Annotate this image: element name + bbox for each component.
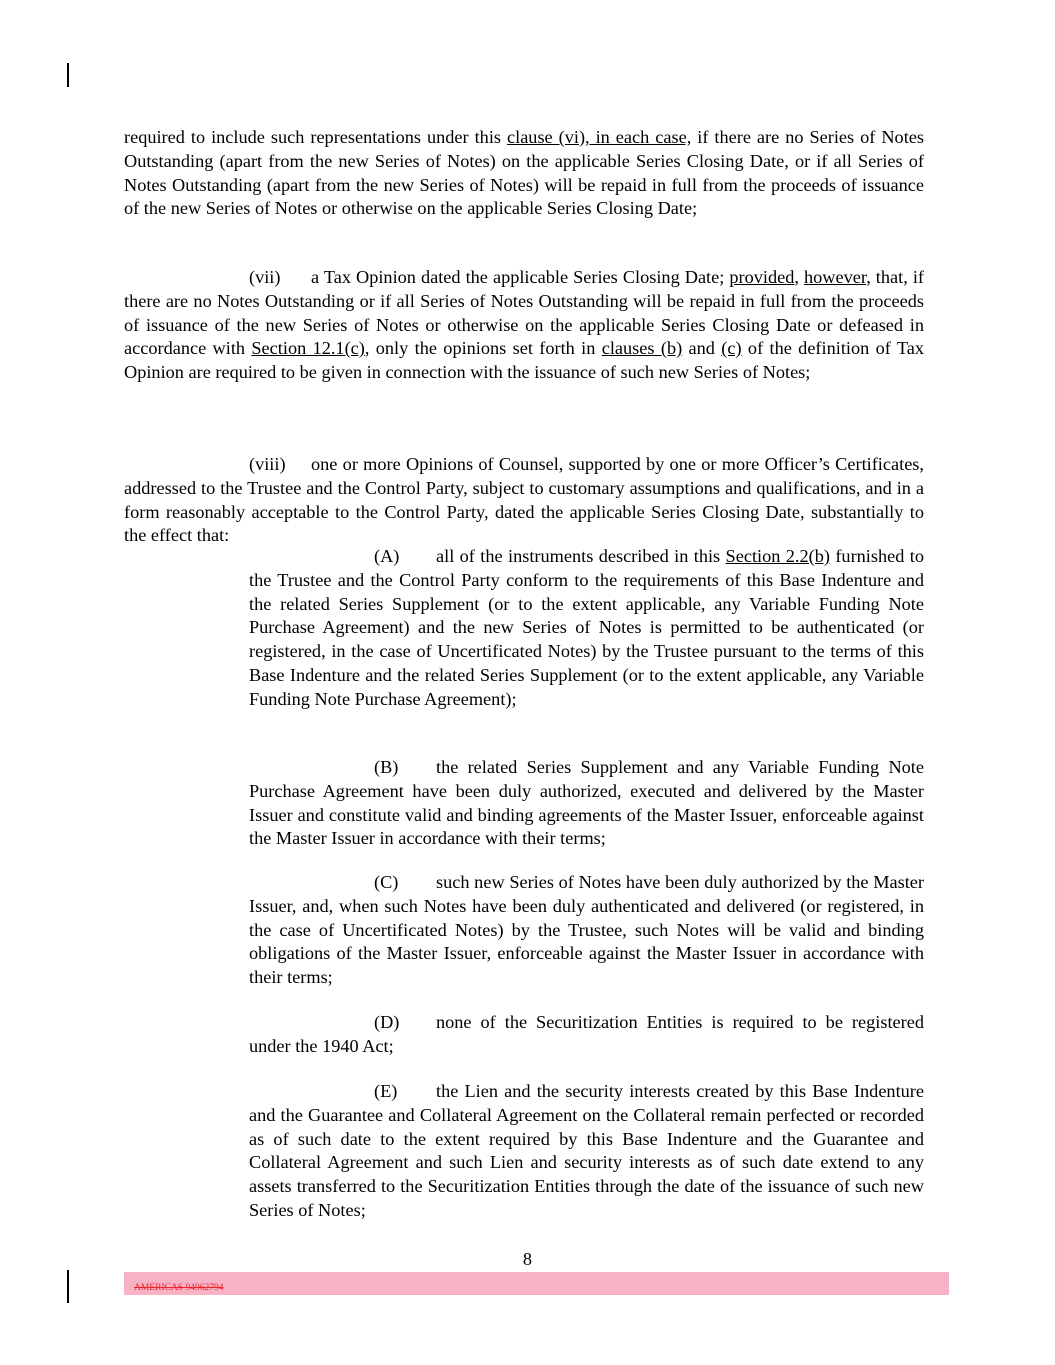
page-number: 8 — [522, 1249, 533, 1269]
cross-reference: Section 2.2(b) — [725, 546, 830, 566]
revision-bar — [67, 63, 69, 87]
paragraph-p-vii — [124, 266, 924, 385]
text-run: , that, if there are no Notes Outstanding or if all Series of Notes Outstanding will be repaid in full from the proceeds of issuance of the new Series of Notes or otherwise on the applicable Series Closing Date or defeased in accordance with — [124, 267, 924, 359]
text-run: if there are no Series of Notes Outstanding (apart from the new Series of Notes) on the applicable Series Closing Date, or if all Series of Notes Outstanding (apart from the new Series of Notes) will be repaid in full from the proceeds of issuance of the new Series of Notes or otherwise on the applicable Series Closing Date; — [124, 127, 925, 219]
text-run: a Tax Opinion dated the applicable Series Closing Date; — [311, 267, 730, 287]
cross-reference: however — [803, 267, 867, 287]
clause-label: (C) — [374, 872, 399, 892]
paragraph-p-B — [249, 756, 924, 851]
cross-reference: clause (vi), in each case, — [507, 127, 692, 147]
document-id: AMERICAS 94962794 — [134, 1283, 224, 1293]
clause-label: (A) — [374, 546, 400, 566]
clause-label: (vii) — [249, 267, 281, 287]
text-run: none of the Securitization Entities is required to be registered under the 1940 Act; — [249, 1012, 924, 1056]
text-run: and — [682, 338, 722, 359]
text-run: of the definition of Tax Opinion are required to be given in connection with the issuance of such new Series of Notes; — [124, 338, 924, 382]
cross-reference: clauses (b) — [601, 338, 683, 359]
clause-label: (D) — [374, 1012, 400, 1032]
cross-reference: provided — [729, 267, 795, 287]
text-run: all of the instruments described in this — [436, 546, 726, 566]
paragraph-p-D — [249, 1011, 924, 1059]
text-run: required to include such representations under this — [124, 127, 507, 147]
revision-bar — [67, 1270, 69, 1303]
text-run: furnished to the Trustee and the Control Party conform to the requirements of this Base Indenture and the related Series Supplement (or to the extent applicable, any Variable Funding Note Purchase Agreement) and the new Series of Notes is permitted to be authenticated (or registered, in the case of Uncertificated Notes) by the Trustee pursuant to the terms of this Base Indenture and the related Series Supplement (or to the extent applicable, any Variable Funding Note Purchase Agreement); — [249, 546, 924, 709]
clause-label: (viii) — [249, 454, 286, 474]
cross-reference: (c) — [721, 338, 742, 359]
cross-reference: Section 12.1(c) — [251, 338, 365, 359]
text-run: , — [794, 267, 804, 287]
paragraph-p-E — [249, 1080, 924, 1223]
clause-label: (B) — [374, 757, 399, 777]
paragraph-p-viii — [124, 453, 924, 548]
text-run: the Lien and the security interests created by this Base Indenture and the Guarantee and Collateral Agreement on the Collateral remain perfected or recorded as of such date to the extent required by this Base Indenture and the Guarantee and Collateral Agreement and such Lien and security interests as of such date extend to any assets transferred to the Securitization Entities through the date of the issuance of such new Series of Notes; — [249, 1081, 924, 1220]
paragraph-p1 — [124, 126, 924, 221]
document-id-footer — [124, 1272, 949, 1295]
paragraph-p-C — [249, 871, 924, 990]
text-run: one or more Opinions of Counsel, supported by one or more Officer’s Certificates, addressed to the Trustee and the Control Party, subject to customary assumptions and qualifications, and in a form reasonably acceptable to the Control Party, dated the applicable Series Closing Date, substantially to the effect that: — [124, 454, 924, 546]
text-run: such new Series of Notes have been duly authorized by the Master Issuer, and, when such Notes have been duly authenticated and delivered (or registered, in the case of Uncertificated Notes) by the Trustee, such Notes will be valid and binding obligations of the Master Issuer, enforceable against the Master Issuer in accordance with their terms; — [249, 872, 924, 987]
text-run: , only the opinions set forth in — [364, 338, 602, 359]
paragraph-p-A — [249, 545, 924, 711]
text-run: the related Series Supplement and any Variable Funding Note Purchase Agreement have been duly authorized, executed and delivered by the Master Issuer and constitute valid and binding agreements of the Master Issuer, enforceable against the Master Issuer in accordance with their terms; — [249, 757, 924, 849]
clause-label: (E) — [374, 1081, 398, 1101]
